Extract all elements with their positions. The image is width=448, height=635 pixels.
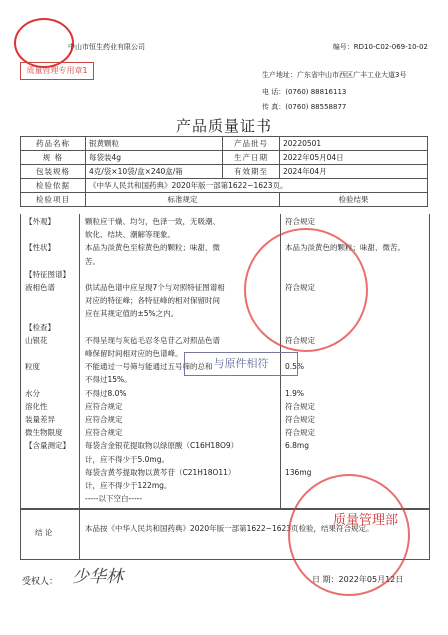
row-standard: 应符合规定 xyxy=(85,415,123,424)
row-item: 【性状】 xyxy=(25,243,55,253)
conclusion-label: 结 论 xyxy=(35,528,53,537)
row-item: 【含量测定】 xyxy=(25,441,70,451)
conclusion-text: 本品按《中华人民共和国药典》2020年版一部第1622~1623页检验，结果符合规定。 xyxy=(85,524,374,533)
row-item: 【外观】 xyxy=(25,217,55,226)
product-name: 银黄颗粒 xyxy=(86,137,223,151)
row-standard: 本品为淡黄色至棕黄色的颗粒；味甜、微 xyxy=(85,243,220,253)
row-item: 装量差异 xyxy=(25,415,55,424)
company-seal-topleft xyxy=(14,18,74,68)
row-item: 液相色谱 xyxy=(25,283,55,292)
row-standard: 软化、结块、潮解等现象。 xyxy=(85,230,175,240)
row-standard: 每袋含金银花提取物以绿原酸（C16H18O9） xyxy=(85,441,239,451)
row-standard: 每袋含黄芩提取物以黄芩苷（C21H18O11） xyxy=(85,467,236,477)
row-standard: 应在其规定值的±5%之内。 xyxy=(85,309,179,319)
row-standard: -----以下空白----- xyxy=(85,494,143,504)
spec-value: 每袋装4g xyxy=(86,151,223,165)
row-result: 本品为淡黄色的颗粒；味甜、微苦。 xyxy=(285,243,405,253)
basis-value: 《中华人民共和国药典》2020年版一部第1622~1623页。 xyxy=(86,179,428,193)
row-result: 0.5% xyxy=(285,362,305,372)
divider xyxy=(79,214,80,509)
valid-label: 有效期至 xyxy=(223,165,280,179)
basis-label: 检验依据 xyxy=(21,179,86,193)
row-item: 【特征图谱】 xyxy=(25,269,70,279)
production-address: 生产地址：广东省中山市西区广丰工业大道3号 xyxy=(262,71,407,79)
pack-label: 包装规格 xyxy=(21,165,86,179)
row-standard: 不得过8.0% xyxy=(85,388,127,398)
conclusion-stamp: 质量管理部 xyxy=(333,513,399,528)
prod-date-label: 生产日期 xyxy=(223,151,280,165)
receiver-signature: 少华林 xyxy=(72,567,123,587)
spec-label: 规 格 xyxy=(21,151,86,165)
divider xyxy=(79,509,80,559)
row-standard: 不得呈现与灰毡毛忍冬皂苷乙对照品色谱 xyxy=(85,335,220,345)
row-standard: 峰保留时间相对应的色谱峰。 xyxy=(85,349,183,358)
overlay-box-stamp: 与原件相符 xyxy=(184,352,298,376)
row-standard: 不能通过一号筛与能通过五号筛的总和 xyxy=(85,362,213,372)
receiver-label: 受权人： xyxy=(22,577,59,587)
row-result: 符合规定 xyxy=(285,401,315,411)
col-result-header: 检验结果 xyxy=(280,193,428,207)
inspection-seal-bottom xyxy=(288,474,410,596)
batch-label: 产品批号 xyxy=(223,137,280,151)
row-standard: 计，应不得少于5.0mg。 xyxy=(85,454,169,464)
product-name-label: 药品名称 xyxy=(21,137,86,151)
prod-date: 2022年05月04日 xyxy=(280,151,428,165)
row-item: 微生物限度 xyxy=(25,428,63,438)
row-standard: 供试品色谱中应呈现7个与对照特征图谱相 xyxy=(85,283,225,292)
row-result: 136mg xyxy=(285,467,312,477)
row-item: 水分 xyxy=(25,388,40,398)
row-item: 粒度 xyxy=(25,362,40,372)
row-standard: 应符合规定 xyxy=(85,428,123,438)
batch-number: 20220501 xyxy=(280,137,428,151)
fax-number: 传 真：(0760) 88558877 xyxy=(262,103,347,111)
row-standard: 不得过15%。 xyxy=(85,375,132,385)
row-standard: 颗粒应干燥、均匀，色泽一致，无吸潮、 xyxy=(85,217,220,226)
quality-stamp-box: 质量管理专用章1 xyxy=(20,62,94,80)
row-item: 溶化性 xyxy=(25,401,48,411)
company-name-small: 中山市恒生药业有限公司 xyxy=(68,43,145,51)
row-standard: 应符合规定 xyxy=(85,401,123,411)
row-item: 【检查】 xyxy=(25,322,55,332)
row-result: 符合规定 xyxy=(285,335,315,345)
phone-number: 电 话：(0760) 88816113 xyxy=(262,88,347,96)
company-seal-middle xyxy=(244,228,368,352)
col-item-header: 检验项目 xyxy=(21,193,86,207)
row-standard: 对应的特征峰；各特征峰的相对保留时间 xyxy=(85,296,220,306)
row-result: 符合规定 xyxy=(285,428,315,438)
row-item: 山银花 xyxy=(25,335,48,345)
row-result: 1.9% xyxy=(285,388,305,398)
valid-value: 2024年04月 xyxy=(280,165,428,179)
pack-value: 4克/袋×10袋/盒×240盒/箱 xyxy=(86,165,223,179)
info-table xyxy=(20,136,428,207)
row-result: 符合规定 xyxy=(285,217,315,226)
document-number: 编号：RD10-C02-069-10-02 xyxy=(332,43,428,51)
row-result: 符合规定 xyxy=(285,283,315,292)
row-result: 6.8mg xyxy=(285,441,309,451)
row-standard: 苦。 xyxy=(85,256,100,266)
footer-date: 日 期：2022年05月12日 xyxy=(312,575,404,584)
page-title: 产品质量证书 xyxy=(175,117,272,135)
col-standard-header: 标准规定 xyxy=(86,193,280,207)
row-standard: 计，应不得少于122mg。 xyxy=(85,481,172,490)
row-result: 符合规定 xyxy=(285,415,315,424)
